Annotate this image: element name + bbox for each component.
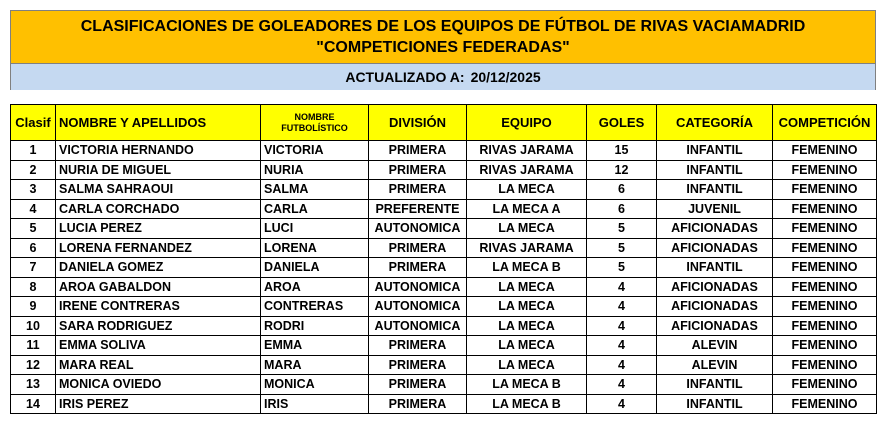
cell-nickname: SALMA [261,180,369,200]
cell-nickname: VICTORIA [261,141,369,161]
cell-team: LA MECA [467,355,587,375]
cell-division: PRIMERA [369,160,467,180]
cell-division: PRIMERA [369,258,467,278]
cell-full-name: IRENE CONTRERAS [56,297,261,317]
cell-competition: FEMENINO [773,238,877,258]
cell-competition: FEMENINO [773,375,877,395]
cell-full-name: IRIS PEREZ [56,394,261,414]
cell-competition: FEMENINO [773,297,877,317]
cell-goals: 4 [587,336,657,356]
cell-rank: 7 [11,258,56,278]
cell-team: LA MECA [467,277,587,297]
cell-category: AFICIONADAS [657,277,773,297]
table-row [11,316,877,336]
cell-team: LA MECA B [467,375,587,395]
cell-goals: 4 [587,297,657,317]
cell-goals: 6 [587,180,657,200]
cell-division: AUTONOMICA [369,277,467,297]
updated-label: ACTUALIZADO A: [345,69,465,85]
cell-goals: 5 [587,238,657,258]
cell-competition: FEMENINO [773,355,877,375]
cell-nickname: AROA [261,277,369,297]
cell-rank: 11 [11,336,56,356]
cell-full-name: SALMA SAHRAOUI [56,180,261,200]
cell-team: RIVAS JARAMA [467,141,587,161]
cell-full-name: EMMA SOLIVA [56,336,261,356]
cell-nickname: EMMA [261,336,369,356]
table-row [11,238,877,258]
cell-full-name: MARA REAL [56,355,261,375]
cell-team: LA MECA [467,316,587,336]
col-header-name[interactable]: NOMBRE Y APELLIDOS [56,105,261,141]
table-row [11,277,877,297]
title-banner [10,10,876,90]
table-header-row [11,105,877,141]
updated-date: 20/12/2025 [470,69,541,85]
table-row [11,141,877,161]
table-row [11,336,877,356]
cell-rank: 2 [11,160,56,180]
cell-competition: FEMENINO [773,199,877,219]
cell-rank: 14 [11,394,56,414]
cell-nickname: LUCI [261,219,369,239]
table-row [11,219,877,239]
cell-category: INFANTIL [657,180,773,200]
cell-competition: FEMENINO [773,180,877,200]
cell-category: AFICIONADAS [657,316,773,336]
cell-nickname: CARLA [261,199,369,219]
cell-category: JUVENIL [657,199,773,219]
cell-category: AFICIONADAS [657,238,773,258]
table-row [11,258,877,278]
cell-division: PRIMERA [369,375,467,395]
cell-division: PRIMERA [369,238,467,258]
col-header-goals[interactable]: GOLES [587,105,657,141]
cell-team: LA MECA B [467,394,587,414]
updated-row [11,64,875,90]
cell-division: PRIMERA [369,180,467,200]
cell-goals: 4 [587,355,657,375]
col-header-nickname[interactable]: NOMBRE FUTBOLÍSTICO [261,105,369,141]
cell-division: PRIMERA [369,355,467,375]
cell-category: ALEVIN [657,355,773,375]
cell-category: INFANTIL [657,141,773,161]
cell-competition: FEMENINO [773,141,877,161]
cell-competition: FEMENINO [773,160,877,180]
table-row [11,199,877,219]
cell-full-name: DANIELA GOMEZ [56,258,261,278]
col-header-competition[interactable]: COMPETICIÓN [773,105,877,141]
cell-competition: FEMENINO [773,258,877,278]
cell-category: INFANTIL [657,160,773,180]
cell-nickname: DANIELA [261,258,369,278]
cell-competition: FEMENINO [773,336,877,356]
cell-category: INFANTIL [657,258,773,278]
cell-nickname: MONICA [261,375,369,395]
cell-rank: 1 [11,141,56,161]
cell-team: LA MECA [467,180,587,200]
cell-nickname: RODRI [261,316,369,336]
cell-team: LA MECA [467,219,587,239]
col-header-division[interactable]: DIVISIÓN [369,105,467,141]
cell-nickname: LORENA [261,238,369,258]
cell-division: AUTONOMICA [369,316,467,336]
cell-rank: 4 [11,199,56,219]
cell-goals: 4 [587,277,657,297]
cell-rank: 3 [11,180,56,200]
col-header-team[interactable]: EQUIPO [467,105,587,141]
table-row [11,160,877,180]
cell-division: AUTONOMICA [369,297,467,317]
cell-goals: 5 [587,258,657,278]
table-row [11,297,877,317]
table-row [11,394,877,414]
cell-competition: FEMENINO [773,277,877,297]
cell-team: LA MECA [467,336,587,356]
cell-goals: 4 [587,394,657,414]
scorers-table [10,104,877,414]
cell-full-name: AROA GABALDON [56,277,261,297]
cell-goals: 6 [587,199,657,219]
cell-competition: FEMENINO [773,316,877,336]
cell-full-name: VICTORIA HERNANDO [56,141,261,161]
table-row [11,180,877,200]
cell-full-name: LUCIA PEREZ [56,219,261,239]
cell-full-name: SARA RODRIGUEZ [56,316,261,336]
cell-category: ALEVIN [657,336,773,356]
cell-team: RIVAS JARAMA [467,238,587,258]
cell-full-name: MONICA OVIEDO [56,375,261,395]
cell-nickname: MARA [261,355,369,375]
cell-competition: FEMENINO [773,394,877,414]
col-header-category[interactable]: CATEGORÍA [657,105,773,141]
cell-competition: FEMENINO [773,219,877,239]
cell-nickname: CONTRERAS [261,297,369,317]
cell-rank: 5 [11,219,56,239]
cell-rank: 9 [11,297,56,317]
cell-rank: 13 [11,375,56,395]
table-row [11,355,877,375]
table-body [11,141,877,414]
cell-division: PRIMERA [369,394,467,414]
cell-division: PREFERENTE [369,199,467,219]
cell-rank: 6 [11,238,56,258]
cell-category: INFANTIL [657,375,773,395]
title-line-1: CLASIFICACIONES DE GOLEADORES DE LOS EQUIPOS DE FÚTBOL DE RIVAS VACIAMADRID [80,18,806,35]
title-block [11,11,875,64]
cell-goals: 12 [587,160,657,180]
cell-category: INFANTIL [657,394,773,414]
cell-team: RIVAS JARAMA [467,160,587,180]
cell-team: LA MECA [467,297,587,317]
cell-full-name: CARLA CORCHADO [56,199,261,219]
cell-division: AUTONOMICA [369,219,467,239]
cell-goals: 4 [587,316,657,336]
cell-team: LA MECA A [467,199,587,219]
cell-division: PRIMERA [369,336,467,356]
cell-category: AFICIONADAS [657,219,773,239]
cell-nickname: IRIS [261,394,369,414]
title-line-2: "COMPETICIONES FEDERADAS" [316,39,570,56]
col-header-clasif[interactable]: Clasif [11,105,56,141]
cell-full-name: NURIA DE MIGUEL [56,160,261,180]
cell-goals: 15 [587,141,657,161]
cell-team: LA MECA B [467,258,587,278]
cell-nickname: NURIA [261,160,369,180]
cell-goals: 5 [587,219,657,239]
cell-rank: 12 [11,355,56,375]
table-row [11,375,877,395]
cell-category: AFICIONADAS [657,297,773,317]
cell-rank: 10 [11,316,56,336]
cell-full-name: LORENA FERNANDEZ [56,238,261,258]
cell-division: PRIMERA [369,141,467,161]
cell-rank: 8 [11,277,56,297]
cell-goals: 4 [587,375,657,395]
